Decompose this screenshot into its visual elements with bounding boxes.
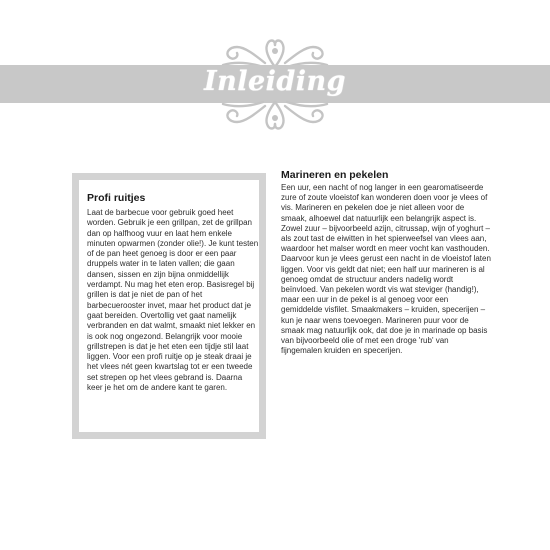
ornament-top-icon — [215, 33, 335, 69]
ornament-bottom-icon — [215, 100, 335, 136]
sidebar-box-body: Laat de barbecue voor gebruik goed heet worden. Gebruik je een grillpan, zet de grillpan dan op halfhoog vuur en laat hem enkele minuten opwarmen (zonder olie!). Je kunt testen of de pan heet genoeg is door er een paar druppels water in te laten vallen; die gaan dansen, sissen en zijn bijna onmiddellijk verdampt. Nu mag het eten erop. Basisregel bij grillen is dat je niet de pan of het barbecuerooster invet, maar het product dat je gaat bereiden. Overtollig vet gaat namelijk verbranden en dat walmt, smaakt niet lekker en is ook nog ongezond. Belangrijk voor mooie grillstrepen is dat je het eten een tijdje stil laat liggen. Voor een profi ruitje op je steak draai je het vlees nét geen kwartslag tot er een tweede set strepen op het vlees gebrand is. Daarna keer je het om de andere kant te garen. — [87, 208, 259, 393]
section-heading: Marineren en pekelen — [281, 169, 389, 181]
page-title: Inleiding — [203, 66, 347, 97]
section-body: Een uur, een nacht of nog langer in een gearomatiseerde zure of zoute vloeistof kan wonderen doen voor je vlees of vis. Marineren en pekelen doe je niet alleen voor de smaak, alhoewel dat natuurlijk een belangrijk aspect is. Zowel zuur – bijvoorbeeld azijn, citrussap, wijn of yoghurt – als zout tast de eiwitten in het spierweefsel van vlees aan, waardoor het malser wordt en meer vocht kan vasthouden. Daarvoor kun je vlees gerust een nacht in de vloeistof laten liggen. Voor vis geldt dat niet; een half uur marineren is al genoeg omdat de structuur anders nadelig wordt beïnvloed. Van pekelen wordt vis wat steviger (handig!), maar een uur in de pekel is al genoeg voor een gemiddelde visfilet. Smaakmakers – kruiden, specerijen – kun je naar wens toevoegen. Marineren puur voor de smaak mag natuurlijk ook, dat doe je in marinade op basis van bijvoorbeeld olie of met een droge 'rub' van fijngemalen kruiden en specerijen. — [281, 183, 491, 356]
sidebar-box-heading: Profi ruitjes — [87, 192, 146, 204]
